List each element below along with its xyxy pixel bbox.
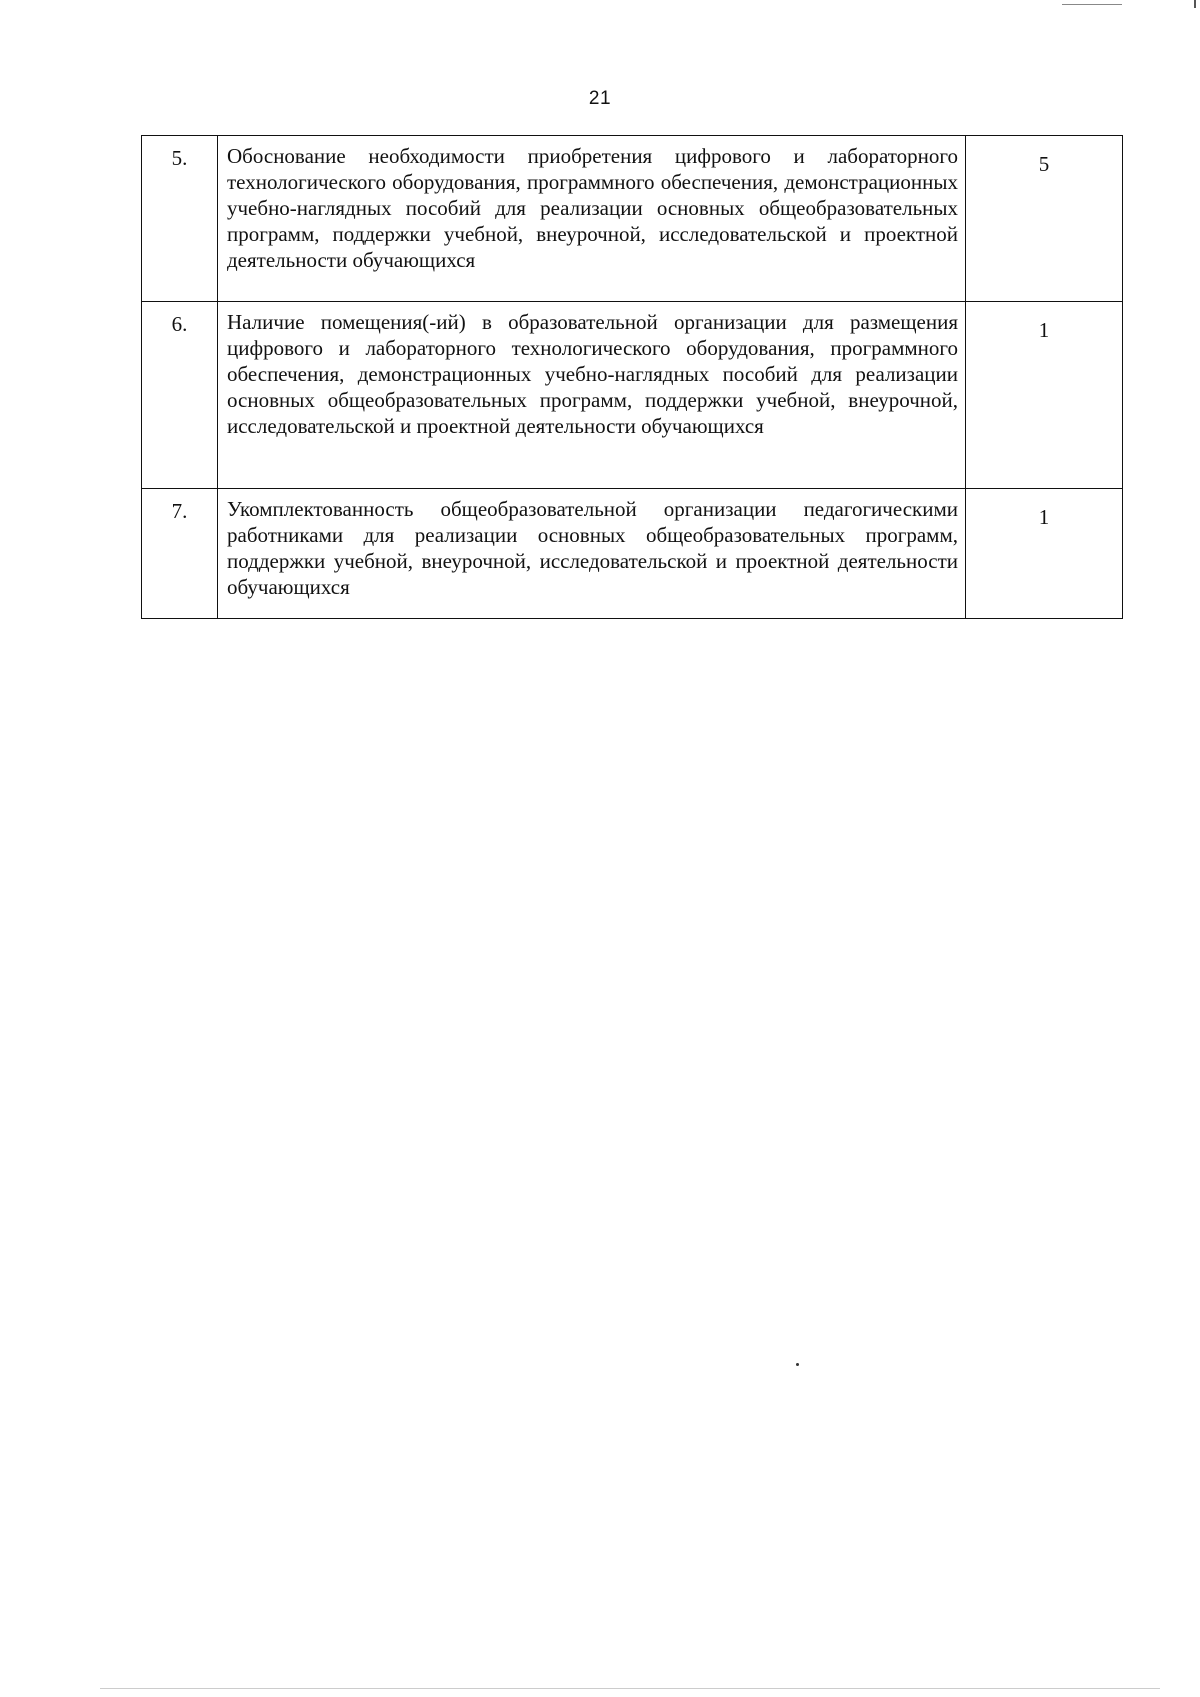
criterion-text: Укомплектованность общеобразовательной организации педагогическими работниками для реализации основных общеобразовательных программ, поддержки учебной, внеурочной, исследовательской и проектной деятельности обучающихся (218, 489, 966, 619)
row-number: 6. (142, 302, 218, 489)
scan-speck (796, 1363, 799, 1366)
table-row (142, 489, 1123, 619)
scan-edge-mark (1194, 0, 1196, 8)
criterion-text: Обоснование необходимости приобретения цифрового и лабораторного технологического оборудования, программного обеспечения, демонстрационных учебно-наглядных пособий для реализации основных общеобразовательных программ, поддержки учебной, внеурочной, исследовательской и проектной деятельности обучающихся (218, 136, 966, 302)
table-row (142, 136, 1123, 302)
scan-bottom-line (100, 1688, 1160, 1689)
row-number: 5. (142, 136, 218, 302)
criterion-text: Наличие помещения(-ий) в образовательной организации для размещения цифрового и лабораторного технологического оборудования, программного обеспечения, демонстрационных учебно-наглядных пособий для реализации основных общеобразовательных программ, поддержки учебной, внеурочной, исследовательской и проектной деятельности обучающихся (218, 302, 966, 489)
scan-top-ticks (1062, 0, 1122, 5)
criterion-score: 1 (966, 302, 1123, 489)
row-number: 7. (142, 489, 218, 619)
criterion-score: 5 (966, 136, 1123, 302)
page-number: 21 (588, 88, 612, 109)
criterion-score: 1 (966, 489, 1123, 619)
criteria-table (141, 135, 1123, 619)
table-row (142, 302, 1123, 489)
